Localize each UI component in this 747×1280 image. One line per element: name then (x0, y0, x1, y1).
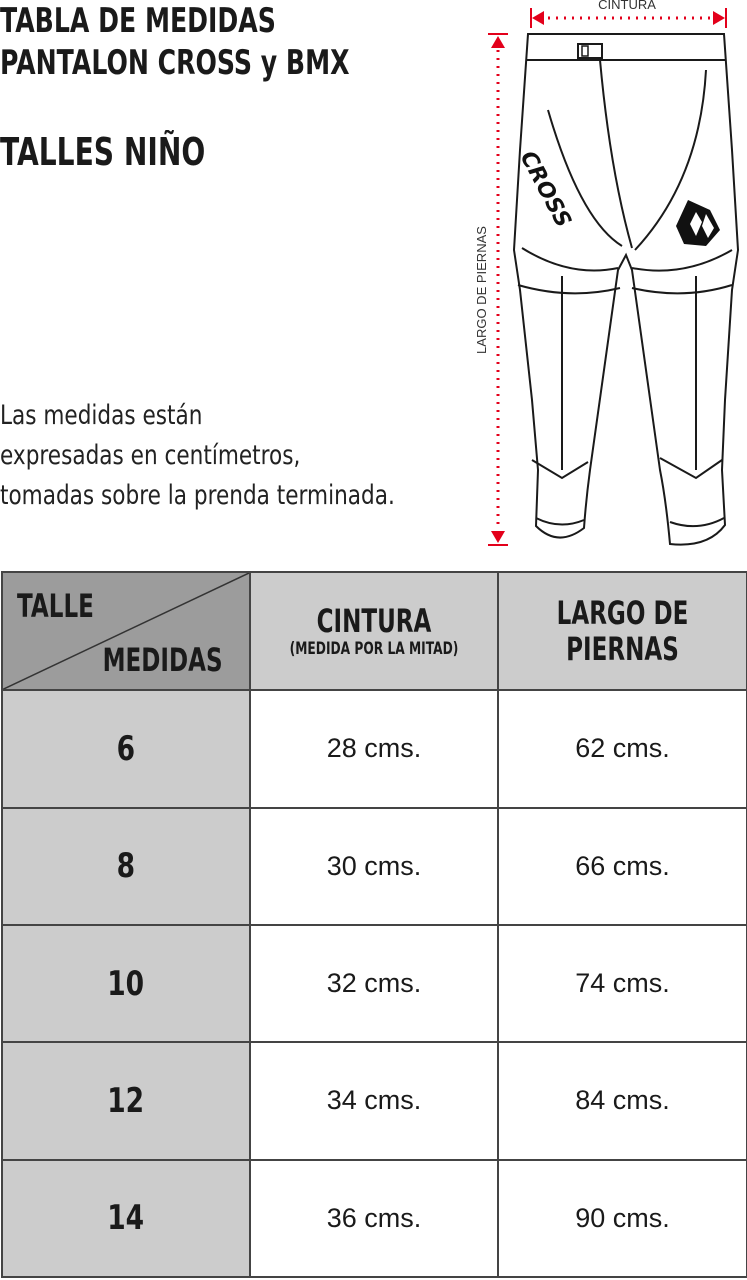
waist-cell: 28 cms. (250, 690, 498, 807)
size-cell: 8 (2, 808, 250, 925)
title-line-1: TABLA DE MEDIDAS (0, 1, 276, 41)
header-largo-piernas (498, 572, 747, 690)
leg-length-label: LARGO DE PIERNAS (474, 226, 489, 354)
waist-cell: 32 cms. (250, 925, 498, 1042)
leg-cell: 90 cms. (498, 1160, 747, 1277)
waist-cell: 36 cms. (250, 1160, 498, 1277)
table-row (2, 925, 747, 1042)
pants-diagram (470, 0, 747, 555)
header-cintura-label: CINTURA (316, 602, 432, 641)
table-header-row (2, 572, 747, 690)
page-subtitle: TALLES NIÑO (0, 130, 206, 174)
note-line-2: expresadas en centímetros, (0, 440, 301, 471)
header-largo-line-1: LARGO DE (556, 594, 689, 633)
note-line-3: tomadas sobre la prenda terminada. (0, 480, 395, 511)
size-cell: 14 (2, 1160, 250, 1277)
header-largo-line-2: PIERNAS (566, 630, 679, 669)
note-line-1: Las medidas están (0, 400, 203, 431)
title-line-2: PANTALON CROSS y BMX (0, 43, 350, 83)
corner-header-cell (2, 572, 250, 690)
header-cintura (250, 572, 498, 690)
size-cell: 12 (2, 1042, 250, 1159)
size-table (1, 571, 747, 1278)
pants-outline (514, 34, 738, 545)
waist-label: CINTURA (598, 0, 656, 12)
corner-label-medidas: MEDIDAS (103, 641, 223, 680)
size-cell: 6 (2, 690, 250, 807)
header-cintura-sublabel: (MEDIDA POR LA MITAD) (289, 639, 459, 660)
page-title (0, 0, 350, 84)
leg-cell: 74 cms. (498, 925, 747, 1042)
pants-illustration (470, 0, 747, 555)
brand-wordmark: CROSS (514, 147, 576, 232)
leg-length-arrow (488, 34, 508, 545)
leg-cell: 66 cms. (498, 808, 747, 925)
leg-cell: 62 cms. (498, 690, 747, 807)
waist-cell: 30 cms. (250, 808, 498, 925)
table-row (2, 808, 747, 925)
leg-cell: 84 cms. (498, 1042, 747, 1159)
corner-label-talle: TALLE (17, 587, 94, 625)
table-row (2, 1160, 747, 1277)
table-row (2, 1042, 747, 1159)
waist-cell: 34 cms. (250, 1042, 498, 1159)
size-cell: 10 (2, 925, 250, 1042)
table-row (2, 690, 747, 807)
measurement-note (0, 396, 395, 516)
